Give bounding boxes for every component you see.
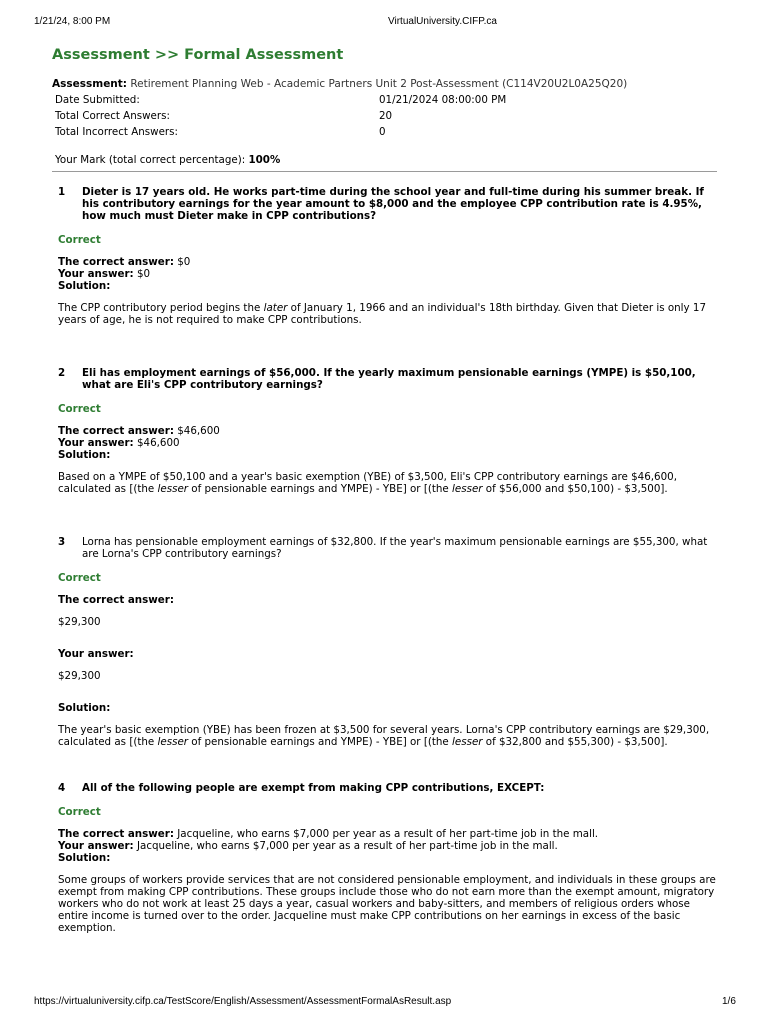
stat-total-correct xyxy=(55,108,722,124)
correct-answer-value: $29,300 xyxy=(58,616,101,628)
stat-value: 01/21/2024 08:00:00 PM xyxy=(379,94,507,106)
your-answer-value: $46,600 xyxy=(136,437,180,449)
correct-answer-label: The correct answer: xyxy=(58,256,174,268)
status-badge: Correct xyxy=(58,403,101,415)
solution-emphasis: lesser xyxy=(452,736,483,748)
question-1 xyxy=(52,186,722,326)
correct-answer-heading xyxy=(58,594,722,606)
page-title: Assessment >> Formal Assessment xyxy=(52,47,344,63)
solution-text: Some groups of workers provide services that are not considered pensionable employment, and individuals in these groups are exempt from making CPP contributions. These groups include those who do not earn more than the exempt amount, migratory workers who do not work at least 25 days a year, casual workers and baby-sitters, and members of religious orders whose entire income is turned over to the order. Jacqueline must make CPP contributions on her earnings in excess of the basic exemption. xyxy=(58,874,716,934)
stat-label: Total Incorrect Answers: xyxy=(55,126,178,138)
solution-heading xyxy=(58,702,722,714)
question-number: 3 xyxy=(58,536,66,548)
solution-heading xyxy=(58,449,722,461)
correct-answer-label: The correct answer: xyxy=(58,594,174,606)
solution-heading xyxy=(58,280,722,292)
your-answer xyxy=(58,437,722,449)
print-datetime: 1/21/24, 8:00 PM xyxy=(34,16,111,27)
question-text: Eli has employment earnings of $56,000. If the yearly maximum pensionable earnings (YMPE) is $50,100, what are Eli's CPP contributory earnings? xyxy=(82,367,696,391)
assessment-label: Assessment: xyxy=(52,78,128,90)
stat-label: Date Submitted: xyxy=(55,94,140,106)
solution-text-part: of $32,800 and $55,300) - $3,500]. xyxy=(482,736,668,748)
status-badge: Correct xyxy=(58,572,101,584)
question-text: Lorna has pensionable employment earnings of $32,800. If the year's maximum pensionable earnings are $55,300, what are Lorna's CPP contributory earnings? xyxy=(82,536,708,560)
stat-date-submitted xyxy=(55,92,722,108)
your-answer-heading xyxy=(58,648,722,660)
question-4 xyxy=(52,782,722,934)
correct-answer xyxy=(58,828,722,840)
print-url: https://virtualuniversity.cifp.ca/TestScore/English/Assessment/AssessmentFormalAsResult.asp xyxy=(34,996,452,1007)
assessment-name-row xyxy=(52,78,722,90)
question-number: 2 xyxy=(58,367,66,379)
question-number: 4 xyxy=(58,782,66,794)
your-answer-label: Your answer: xyxy=(58,268,134,280)
question-text: All of the following people are exempt from making CPP contributions, EXCEPT: xyxy=(82,782,545,794)
print-footer xyxy=(0,996,768,1010)
correct-answer-label: The correct answer: xyxy=(58,828,174,840)
question-header xyxy=(52,536,722,560)
question-header xyxy=(52,186,722,222)
solution-heading xyxy=(58,852,722,864)
solution-emphasis: lesser xyxy=(157,483,189,495)
assessment-stats xyxy=(55,92,722,140)
solution-text-part: Based on a YMPE of $50,100 and a year's basic exemption (YBE) of $3,500, Eli's CPP contributory earnings are $46,600, calculated as [(the xyxy=(58,471,677,495)
status-badge: Correct xyxy=(58,806,101,818)
solution-text xyxy=(58,724,722,748)
solution-label: Solution: xyxy=(58,852,111,864)
your-answer-label: Your answer: xyxy=(58,437,134,449)
solution-text-part: The year's basic exemption (YBE) has been frozen at $3,500 for several years. Lorna's CPP contributory earnings are $29,300, calculated as [(the xyxy=(58,724,710,748)
your-answer-value: Jacqueline, who earns $7,000 per year as a result of her part-time job in the mall. xyxy=(136,840,558,852)
print-site-name: VirtualUniversity.CIFP.ca xyxy=(388,16,497,27)
stat-value: 20 xyxy=(379,110,393,122)
question-3 xyxy=(52,536,722,748)
correct-answer-value: $0 xyxy=(177,256,191,268)
question-2 xyxy=(52,367,722,495)
status-badge: Correct xyxy=(58,234,101,246)
assessment-result-page xyxy=(52,46,722,934)
solution-emphasis: later xyxy=(263,302,288,314)
question-text: Dieter is 17 years old. He works part-time during the school year and full-time during his summer break. If his contributory earnings for the year amount to $8,000 and the employee CPP contribution rate is 4.95%, how much must Dieter make in CPP contributions? xyxy=(82,186,704,222)
correct-answer-value: $46,600 xyxy=(177,425,220,437)
print-header xyxy=(0,16,768,30)
solution-label: Solution: xyxy=(58,280,111,292)
your-answer-label: Your answer: xyxy=(58,648,134,660)
solution-text-part: of $56,000 and $50,100) - $3,500]. xyxy=(482,483,668,495)
correct-answer xyxy=(58,256,722,268)
stat-total-incorrect xyxy=(55,124,722,140)
solution-emphasis: lesser xyxy=(452,483,483,495)
your-answer xyxy=(58,840,722,852)
mark-label: Your Mark (total correct percentage): xyxy=(55,154,246,166)
correct-answer xyxy=(58,425,722,437)
solution-text-part: of pensionable earnings and YMPE) - YBE] or [(the xyxy=(188,736,453,748)
solution-text-part: The CPP contributory period begins the xyxy=(58,302,264,314)
solution-text xyxy=(58,471,722,495)
solution-emphasis: lesser xyxy=(157,736,189,748)
correct-answer-label: The correct answer: xyxy=(58,425,174,437)
mark-value: 100% xyxy=(248,154,281,166)
solution-text xyxy=(58,302,722,326)
solution-text-part: of January 1, 1966 and an individual's 18th birthday. Given that Dieter is only 17 years of age, he is not required to make CPP contributions. xyxy=(58,302,706,326)
correct-answer-value: Jacqueline, who earns $7,000 per year as a result of her part-time job in the mall. xyxy=(177,828,599,840)
page-number: 1/6 xyxy=(722,996,736,1007)
solution-text-part: of pensionable earnings and YMPE) - YBE] or [(the xyxy=(188,483,453,495)
question-header xyxy=(52,367,722,391)
assessment-name: Retirement Planning Web - Academic Partners Unit 2 Post-Assessment (C114V20U2L0A25Q20) xyxy=(130,78,628,90)
your-answer xyxy=(58,268,722,280)
question-header xyxy=(52,782,722,794)
your-mark-row xyxy=(55,152,722,168)
stat-value: 0 xyxy=(379,126,386,138)
stat-label: Total Correct Answers: xyxy=(55,110,170,122)
your-answer-value: $29,300 xyxy=(58,670,101,682)
question-number: 1 xyxy=(58,186,66,198)
your-answer-label: Your answer: xyxy=(58,840,134,852)
solution-label: Solution: xyxy=(58,449,111,461)
your-answer-value: $0 xyxy=(136,268,151,280)
solution-label: Solution: xyxy=(58,702,111,714)
